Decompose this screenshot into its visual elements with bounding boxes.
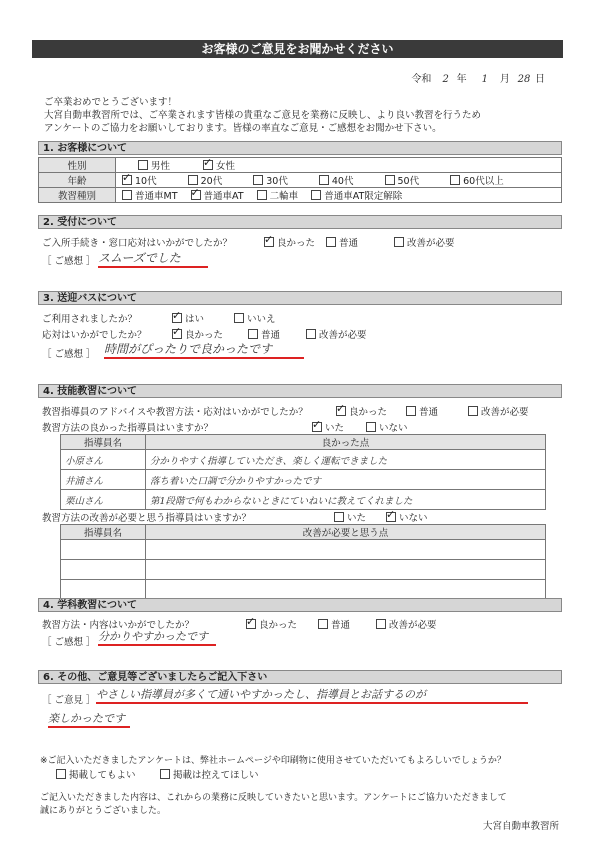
s6-comment-2: 楽しかったです — [48, 710, 130, 728]
date: 令和 2 年 1 月 28 日 — [411, 74, 545, 85]
closing-text: ご記入いただきました内容は、これからの業務に反映していきたいと思います。アンケートにご協力いただきまして 誠にありがとうございました。 — [40, 793, 507, 816]
publish-no[interactable]: 掲載は控えてほしい — [160, 767, 259, 781]
type-bike[interactable]: 二輪車 — [257, 191, 299, 202]
age-50[interactable]: 50代 — [385, 176, 420, 187]
improve-instructors-table: 指導員名 改善が必要と思う点 — [60, 524, 546, 600]
bus-improve[interactable]: 改善が必要 — [306, 327, 367, 341]
instructor-comment: 落ち着いた口調で分かりやすかったです — [146, 470, 546, 490]
age-60[interactable]: 60代以上 — [450, 176, 504, 187]
class-normal[interactable]: 普通 — [318, 617, 350, 631]
s2-good[interactable]: ✓ 良かった — [264, 235, 315, 249]
instructor-comment: 分かりやすく指導していただき、楽しく運転できました — [146, 450, 546, 470]
bad-no[interactable]: ✓ いない — [386, 510, 428, 524]
bus-yes[interactable]: ✓ はい — [172, 311, 204, 325]
page-title: お客様のご意見をお聞かせください — [32, 40, 563, 58]
bus-normal[interactable]: 普通 — [248, 327, 280, 341]
s3-comment: 時間がぴったりで良かったです — [104, 340, 304, 359]
age-20[interactable]: 20代 — [188, 176, 223, 187]
section-1-header: 1. お客様について — [38, 141, 562, 155]
good-instructors-table: 指導員名 良かった点 小原さん 分かりやすく指導していただき、楽しく運転できました 井浦さん 落ち着いた口調で分かりやすかったです 栗山さん 第1段階で何もわからないときにていねいに教えてくれました — [60, 434, 546, 510]
s5-comment: 分かりやすかったです — [98, 628, 216, 646]
sex-male[interactable]: 男性 — [138, 161, 170, 172]
type-at[interactable]: ✓ 普通車AT — [191, 191, 244, 202]
class-improve[interactable]: 改善が必要 — [376, 617, 437, 631]
skill-normal[interactable]: 普通 — [406, 404, 438, 418]
instructor-name: 井浦さん — [61, 470, 146, 490]
bad-yes[interactable]: いた — [334, 510, 366, 524]
footer-school-name: 大宮自動車教習所 — [482, 821, 559, 832]
publish-ok[interactable]: 掲載してもよい — [56, 767, 136, 781]
good-yes[interactable]: ✓ いた — [312, 420, 344, 434]
age-10[interactable]: ✓ 10代 — [122, 176, 157, 187]
good-no[interactable]: いない — [366, 420, 408, 434]
section-4-header: 4. 技能教習について — [38, 384, 562, 398]
class-good[interactable]: ✓ 良かった — [246, 617, 297, 631]
instructor-name: 栗山さん — [61, 490, 146, 510]
section-3-header: 3. 送迎バスについて — [38, 291, 562, 305]
section-2-header: 2. 受付について — [38, 215, 562, 229]
intro-text: ご卒業おめでとうございます！ 大宮自動車教習所では、ご卒業されます皆様の貴重なご意見を業務に反映し、より良い教習を行うため アンケートのご協力をお願いしております。皆様の率直なご意見・ご感想をお聞かせ下さい。 — [44, 97, 482, 134]
age-30[interactable]: 30代 — [253, 176, 288, 187]
bus-good[interactable]: ✓ 良かった — [172, 327, 223, 341]
skill-good[interactable]: ✓ 良かった — [336, 404, 387, 418]
customer-table: 性別 男性 ✓ 女性 年齢 ✓ 10代 20代 30代 40代 50代 60代以上 教習種別 普通車MT ✓ 普通車AT 二輪車 普通車AT限定解除 — [38, 157, 562, 203]
s2-comment: スムーズでした — [98, 249, 208, 268]
type-at-lim[interactable]: 普通車AT限定解除 — [311, 191, 402, 202]
s2-normal[interactable]: 普通 — [326, 235, 358, 249]
instructor-name: 小原さん — [61, 450, 146, 470]
skill-improve[interactable]: 改善が必要 — [468, 404, 529, 418]
type-mt[interactable]: 普通車MT — [122, 191, 178, 202]
s6-comment-1: やさしい指導員が多くて通いやすかったし、指導員とお話するのが — [96, 686, 528, 704]
age-40[interactable]: 40代 — [319, 176, 354, 187]
sex-female[interactable]: ✓ 女性 — [203, 161, 235, 172]
bus-no[interactable]: いいえ — [234, 311, 276, 325]
section-5-header: 4. 学科教習について — [38, 598, 562, 612]
s2-improve[interactable]: 改善が必要 — [394, 235, 455, 249]
section-6-header: 6. その他、ご意見等ございましたらご記入下さい — [38, 670, 562, 684]
instructor-comment: 第1段階で何もわからないときにていねいに教えてくれました — [146, 490, 546, 510]
